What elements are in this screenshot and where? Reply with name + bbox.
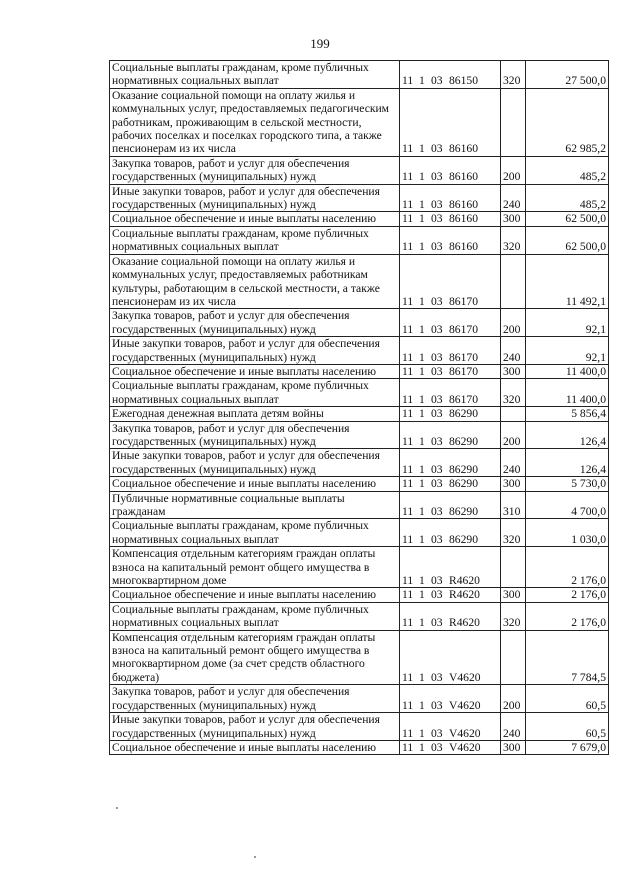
code-part-c1: 11 — [402, 670, 414, 684]
code-part-c3: 03 — [431, 74, 443, 88]
row-amount: 2 176,0 — [526, 588, 609, 602]
row-amount: 2 176,0 — [526, 547, 609, 588]
row-description: Оказание социальной помощи на оплату жилья и коммунальных услуг, предоставляемых работникам культуры, работающим в сельской местности, а также пенсионерам из их числа — [110, 254, 400, 309]
row-code — [400, 630, 501, 685]
code-part-c1: 11 — [402, 462, 414, 476]
code-part-c1: 11 — [402, 616, 414, 630]
row-description: Социальные выплаты гражданам, кроме публичных нормативных социальных выплат — [110, 379, 400, 407]
row-code — [400, 309, 501, 337]
code-part-c3: 03 — [431, 240, 443, 254]
code-part-c2: 1 — [419, 588, 425, 602]
row-description: Оказание социальной помощи на оплату жилья и коммунальных услуг, предоставляемых педагогическим работникам, проживающим в сельской местности, рабочих поселках и поселках городского типа, а также пенсионерам из их числа — [110, 88, 400, 156]
row-expense-type: 240 — [501, 449, 526, 477]
code-part-c3: 03 — [431, 532, 443, 546]
code-part-c4: 86170 — [449, 322, 478, 336]
table-row — [110, 740, 609, 754]
row-amount: 126,4 — [526, 449, 609, 477]
row-code — [400, 602, 501, 630]
row-description: Социальные выплаты гражданам, кроме публичных нормативных социальных выплат — [110, 226, 400, 254]
row-code — [400, 588, 501, 602]
code-part-c1: 11 — [402, 698, 414, 712]
code-part-c4: V4620 — [449, 670, 481, 684]
row-amount: 62 500,0 — [526, 226, 609, 254]
code-part-c1: 11 — [402, 434, 414, 448]
scan-speck — [116, 807, 118, 809]
code-part-c2: 1 — [419, 322, 425, 336]
row-code — [400, 61, 501, 89]
row-amount: 7 784,5 — [526, 630, 609, 685]
code-part-c1: 11 — [402, 350, 414, 364]
table-row — [110, 630, 609, 685]
row-expense-type: 320 — [501, 602, 526, 630]
row-expense-type: 200 — [501, 309, 526, 337]
table-row — [110, 602, 609, 630]
code-part-c2: 1 — [419, 364, 425, 378]
code-part-c2: 1 — [419, 198, 425, 212]
row-code — [400, 491, 501, 519]
row-expense-type — [501, 407, 526, 421]
table-row — [110, 491, 609, 519]
row-description: Социальные выплаты гражданам, кроме публичных нормативных социальных выплат — [110, 519, 400, 547]
code-part-c2: 1 — [419, 434, 425, 448]
row-expense-type: 320 — [501, 519, 526, 547]
row-expense-type — [501, 88, 526, 156]
row-code — [400, 477, 501, 491]
table-row — [110, 713, 609, 741]
row-amount: 1 030,0 — [526, 519, 609, 547]
code-part-c3: 03 — [431, 392, 443, 406]
table-row — [110, 226, 609, 254]
row-expense-type: 320 — [501, 379, 526, 407]
table-row — [110, 61, 609, 89]
code-part-c4: V4620 — [449, 726, 481, 740]
row-expense-type: 240 — [501, 713, 526, 741]
row-expense-type — [501, 547, 526, 588]
code-part-c3: 03 — [431, 462, 443, 476]
table-row — [110, 685, 609, 713]
page-number: 199 — [310, 36, 330, 51]
code-part-c1: 11 — [402, 240, 414, 254]
row-amount: 126,4 — [526, 421, 609, 449]
row-description: Закупка товаров, работ и услуг для обеспечения государственных (муниципальных) нужд — [110, 309, 400, 337]
code-part-c1: 11 — [402, 532, 414, 546]
code-part-c3: 03 — [431, 142, 443, 156]
table-row — [110, 309, 609, 337]
code-part-c3: 03 — [431, 477, 443, 491]
row-amount: 27 500,0 — [526, 61, 609, 89]
code-part-c3: 03 — [431, 670, 443, 684]
table-row — [110, 156, 609, 184]
code-part-c3: 03 — [431, 588, 443, 602]
row-expense-type: 320 — [501, 61, 526, 89]
code-part-c4: V4620 — [449, 698, 481, 712]
row-description: Компенсация отдельным категориям граждан оплаты взноса на капитальный ремонт общего имущества в многоквартирном доме (за счет средств областного бюджета) — [110, 630, 400, 685]
code-part-c4: 86170 — [449, 392, 478, 406]
code-part-c1: 11 — [402, 740, 414, 754]
code-part-c1: 11 — [402, 588, 414, 602]
row-amount: 485,2 — [526, 184, 609, 212]
code-part-c2: 1 — [419, 698, 425, 712]
code-part-c4: 86290 — [449, 532, 478, 546]
row-code — [400, 519, 501, 547]
code-part-c4: 86290 — [449, 407, 478, 421]
row-code — [400, 364, 501, 378]
row-expense-type: 300 — [501, 477, 526, 491]
code-part-c2: 1 — [419, 142, 425, 156]
row-description: Закупка товаров, работ и услуг для обеспечения государственных (муниципальных) нужд — [110, 156, 400, 184]
row-code — [400, 713, 501, 741]
row-amount: 92,1 — [526, 309, 609, 337]
code-part-c1: 11 — [402, 726, 414, 740]
table-row — [110, 519, 609, 547]
code-part-c4: 86160 — [449, 212, 478, 226]
row-code — [400, 212, 501, 226]
budget-table-body — [110, 61, 609, 755]
code-part-c2: 1 — [419, 392, 425, 406]
code-part-c1: 11 — [402, 74, 414, 88]
code-part-c4: 86160 — [449, 198, 478, 212]
code-part-c2: 1 — [419, 477, 425, 491]
row-code — [400, 407, 501, 421]
row-amount: 62 985,2 — [526, 88, 609, 156]
code-part-c2: 1 — [419, 407, 425, 421]
code-part-c2: 1 — [419, 505, 425, 518]
code-part-c3: 03 — [431, 364, 443, 378]
row-expense-type: 300 — [501, 740, 526, 754]
code-part-c4: 86170 — [449, 364, 478, 378]
code-part-c3: 03 — [431, 170, 443, 184]
row-code — [400, 740, 501, 754]
code-part-c1: 11 — [402, 170, 414, 184]
row-code — [400, 88, 501, 156]
code-part-c4: 86160 — [449, 170, 478, 184]
code-part-c4: 86170 — [449, 350, 478, 364]
row-amount: 5 730,0 — [526, 477, 609, 491]
code-part-c1: 11 — [402, 407, 414, 421]
row-description: Социальное обеспечение и иные выплаты населению — [110, 477, 400, 491]
code-part-c2: 1 — [419, 240, 425, 254]
scan-speck — [254, 856, 256, 858]
row-expense-type — [501, 254, 526, 309]
code-part-c4: R4620 — [449, 588, 480, 602]
row-amount: 485,2 — [526, 156, 609, 184]
row-code — [400, 156, 501, 184]
row-expense-type: 300 — [501, 364, 526, 378]
row-amount: 11 400,0 — [526, 364, 609, 378]
row-expense-type: 240 — [501, 337, 526, 365]
code-part-c4: 86290 — [449, 477, 478, 491]
code-part-c4: 86170 — [449, 294, 478, 308]
row-amount: 7 679,0 — [526, 740, 609, 754]
code-part-c3: 03 — [431, 407, 443, 421]
row-code — [400, 421, 501, 449]
code-part-c3: 03 — [431, 698, 443, 712]
row-description: Ежегодная денежная выплата детям войны — [110, 407, 400, 421]
code-part-c3: 03 — [431, 505, 443, 518]
code-part-c1: 11 — [402, 392, 414, 406]
code-part-c1: 11 — [402, 294, 414, 308]
row-amount: 4 700,0 — [526, 491, 609, 519]
row-code — [400, 226, 501, 254]
code-part-c4: R4620 — [449, 574, 480, 588]
code-part-c4: 86150 — [449, 74, 478, 88]
code-part-c1: 11 — [402, 212, 414, 226]
row-code — [400, 379, 501, 407]
code-part-c2: 1 — [419, 170, 425, 184]
row-description: Социальные выплаты гражданам, кроме публичных нормативных социальных выплат — [110, 602, 400, 630]
code-part-c3: 03 — [431, 574, 443, 588]
table-row — [110, 449, 609, 477]
row-expense-type: 310 — [501, 491, 526, 519]
code-part-c1: 11 — [402, 322, 414, 336]
row-expense-type: 200 — [501, 156, 526, 184]
code-part-c3: 03 — [431, 434, 443, 448]
code-part-c4: 86160 — [449, 240, 478, 254]
table-row — [110, 379, 609, 407]
row-expense-type: 300 — [501, 588, 526, 602]
code-part-c2: 1 — [419, 350, 425, 364]
row-description: Закупка товаров, работ и услуг для обеспечения государственных (муниципальных) нужд — [110, 421, 400, 449]
table-row — [110, 421, 609, 449]
row-description: Социальные выплаты гражданам, кроме публичных нормативных социальных выплат — [110, 61, 400, 89]
code-part-c4: 86160 — [449, 142, 478, 156]
row-code — [400, 254, 501, 309]
table-row — [110, 212, 609, 226]
code-part-c1: 11 — [402, 477, 414, 491]
budget-table — [109, 60, 609, 755]
row-description: Публичные нормативные социальные выплаты гражданам — [110, 491, 400, 519]
row-expense-type: 300 — [501, 212, 526, 226]
code-part-c2: 1 — [419, 616, 425, 630]
row-amount: 62 500,0 — [526, 212, 609, 226]
row-amount: 2 176,0 — [526, 602, 609, 630]
table-row — [110, 364, 609, 378]
row-expense-type — [501, 630, 526, 685]
code-part-c2: 1 — [419, 294, 425, 308]
table-row — [110, 547, 609, 588]
row-code — [400, 547, 501, 588]
table-row — [110, 254, 609, 309]
row-expense-type: 200 — [501, 685, 526, 713]
code-part-c3: 03 — [431, 294, 443, 308]
code-part-c3: 03 — [431, 322, 443, 336]
row-description: Иные закупки товаров, работ и услуг для обеспечения государственных (муниципальных) нужд — [110, 449, 400, 477]
row-description: Социальное обеспечение и иные выплаты населению — [110, 740, 400, 754]
row-description: Закупка товаров, работ и услуг для обеспечения государственных (муниципальных) нужд — [110, 685, 400, 713]
row-code — [400, 685, 501, 713]
row-expense-type: 320 — [501, 226, 526, 254]
code-part-c3: 03 — [431, 198, 443, 212]
code-part-c3: 03 — [431, 726, 443, 740]
row-expense-type: 240 — [501, 184, 526, 212]
table-row — [110, 588, 609, 602]
table-row — [110, 477, 609, 491]
row-expense-type: 200 — [501, 421, 526, 449]
row-description: Иные закупки товаров, работ и услуг для обеспечения государственных (муниципальных) нужд — [110, 713, 400, 741]
row-amount: 5 856,4 — [526, 407, 609, 421]
row-description: Иные закупки товаров, работ и услуг для обеспечения государственных (муниципальных) нужд — [110, 184, 400, 212]
code-part-c2: 1 — [419, 740, 425, 754]
code-part-c3: 03 — [431, 616, 443, 630]
code-part-c2: 1 — [419, 726, 425, 740]
table-row — [110, 184, 609, 212]
row-amount: 60,5 — [526, 713, 609, 741]
row-code — [400, 337, 501, 365]
row-amount: 11 492,1 — [526, 254, 609, 309]
code-part-c2: 1 — [419, 74, 425, 88]
row-description: Социальное обеспечение и иные выплаты населению — [110, 212, 400, 226]
code-part-c2: 1 — [419, 670, 425, 684]
code-part-c4: 86290 — [449, 462, 478, 476]
row-description: Компенсация отдельным категориям граждан оплаты взноса на капитальный ремонт общего имущества в многоквартирном доме — [110, 547, 400, 588]
row-amount: 60,5 — [526, 685, 609, 713]
code-part-c1: 11 — [402, 364, 414, 378]
code-part-c3: 03 — [431, 350, 443, 364]
code-part-c2: 1 — [419, 574, 425, 588]
code-part-c2: 1 — [419, 212, 425, 226]
code-part-c1: 11 — [402, 198, 414, 212]
code-part-c2: 1 — [419, 532, 425, 546]
row-code — [400, 449, 501, 477]
code-part-c4: V4620 — [449, 740, 481, 754]
code-part-c2: 1 — [419, 462, 425, 476]
code-part-c1: 11 — [402, 505, 414, 518]
code-part-c4: 86290 — [449, 505, 478, 518]
table-row — [110, 407, 609, 421]
row-amount: 92,1 — [526, 337, 609, 365]
code-part-c4: R4620 — [449, 616, 480, 630]
row-description: Социальное обеспечение и иные выплаты населению — [110, 588, 400, 602]
row-code — [400, 184, 501, 212]
code-part-c4: 86290 — [449, 434, 478, 448]
code-part-c3: 03 — [431, 740, 443, 754]
table-row — [110, 88, 609, 156]
row-description: Иные закупки товаров, работ и услуг для обеспечения государственных (муниципальных) нужд — [110, 337, 400, 365]
row-amount: 11 400,0 — [526, 379, 609, 407]
row-description: Социальное обеспечение и иные выплаты населению — [110, 364, 400, 378]
code-part-c1: 11 — [402, 574, 414, 588]
code-part-c1: 11 — [402, 142, 414, 156]
table-row — [110, 337, 609, 365]
code-part-c3: 03 — [431, 212, 443, 226]
